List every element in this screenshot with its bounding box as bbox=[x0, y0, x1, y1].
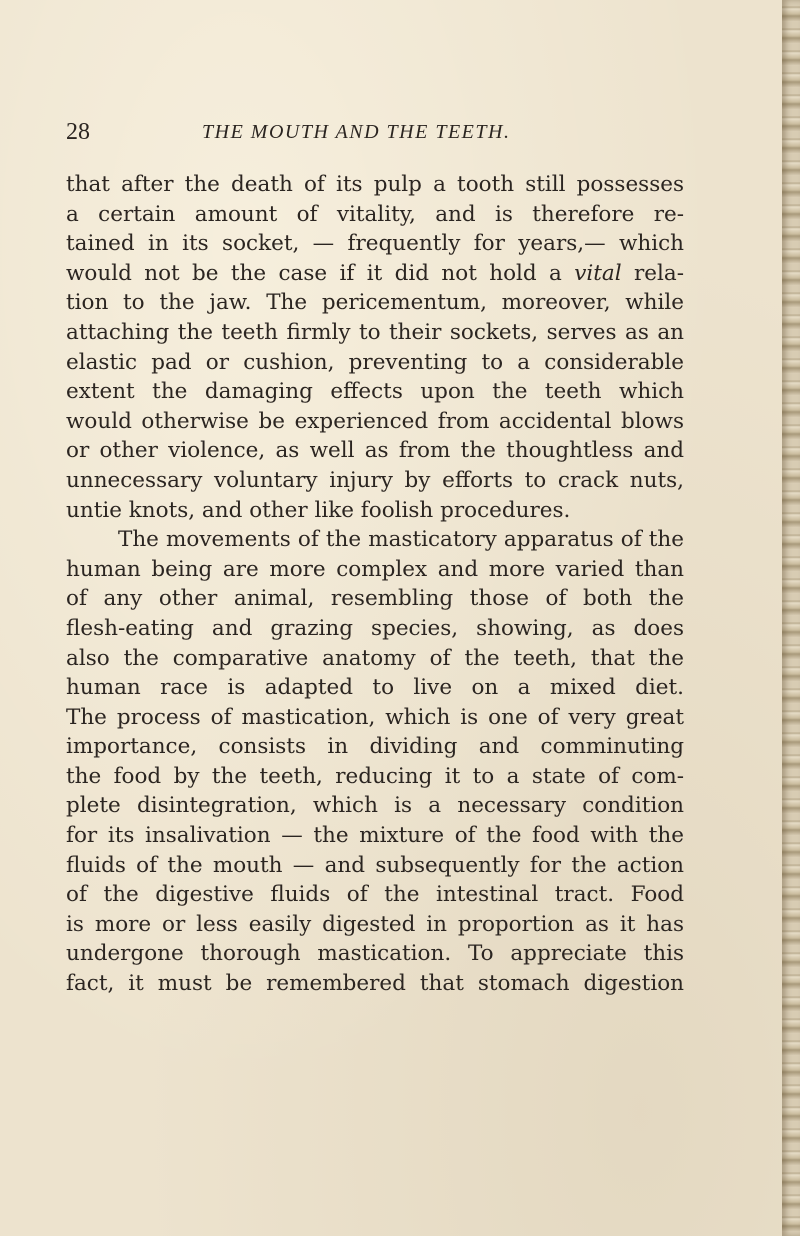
text-line: attaching the teeth firmly to their sockets, serves as an bbox=[66, 319, 684, 345]
text-line: untie knots, and other like foolish procedures. bbox=[66, 497, 571, 523]
text-line-start: would not be the case if it did not hold a bbox=[66, 260, 562, 286]
text-line: The movements of the masticatory apparatus of the bbox=[118, 527, 684, 553]
text-line: unnecessary voluntary injury by efforts to crack nuts, bbox=[66, 467, 684, 493]
text-line: fluids of the mouth — and subsequently for the action bbox=[66, 852, 684, 878]
text-line bbox=[66, 259, 684, 289]
text-line: of the digestive fluids of the intestinal tract. Food bbox=[66, 882, 684, 908]
page-edge bbox=[782, 0, 800, 1236]
text-line: plete disintegration, which is a necessary condition bbox=[66, 793, 684, 819]
text-line: would otherwise be experienced from accidental blows bbox=[66, 408, 684, 434]
text-line: tion to the jaw. The pericementum, moreover, while bbox=[66, 290, 684, 316]
text-line: The process of mastication, which is one of very great bbox=[66, 704, 684, 730]
text-line: is more or less easily digested in proportion as it has bbox=[66, 911, 684, 937]
text-line: for its insalivation — the mixture of the food with the bbox=[66, 823, 684, 849]
text-line: extent the damaging effects upon the teeth which bbox=[66, 379, 684, 405]
text-line-end: rela- bbox=[634, 260, 684, 286]
text-line: flesh-eating and grazing species, showing, as does bbox=[66, 615, 684, 641]
running-head bbox=[66, 117, 726, 147]
text-line: fact, it must be remembered that stomach digestion bbox=[66, 971, 684, 997]
text-line: human race is adapted to live on a mixed diet. bbox=[66, 675, 684, 701]
text-line: undergone thorough mastication. To appreciate this bbox=[66, 941, 684, 967]
text-line: of any other animal, resembling those of both the bbox=[66, 586, 684, 612]
text-line: or other violence, as well as from the thoughtless and bbox=[66, 438, 684, 464]
page-number: 28 bbox=[66, 119, 90, 145]
body-text bbox=[66, 170, 684, 999]
text-line: tained in its socket, — frequently for years,— which bbox=[66, 231, 684, 257]
text-line: human being are more complex and more varied than bbox=[66, 556, 684, 582]
text-line: that after the death of its pulp a tooth still possesses bbox=[66, 172, 684, 197]
text-line: importance, consists in dividing and comminuting bbox=[66, 734, 684, 760]
running-title: THE MOUTH AND THE TEETH. bbox=[202, 121, 511, 143]
italic-word: vital bbox=[574, 260, 622, 286]
text-line: elastic pad or cushion, preventing to a considerable bbox=[66, 349, 684, 375]
text-line: a certain amount of vitality, and is therefore re- bbox=[66, 201, 684, 227]
text-line: the food by the teeth, reducing it to a state of com- bbox=[66, 763, 684, 789]
text-line: also the comparative anatomy of the teeth, that the bbox=[66, 645, 684, 671]
